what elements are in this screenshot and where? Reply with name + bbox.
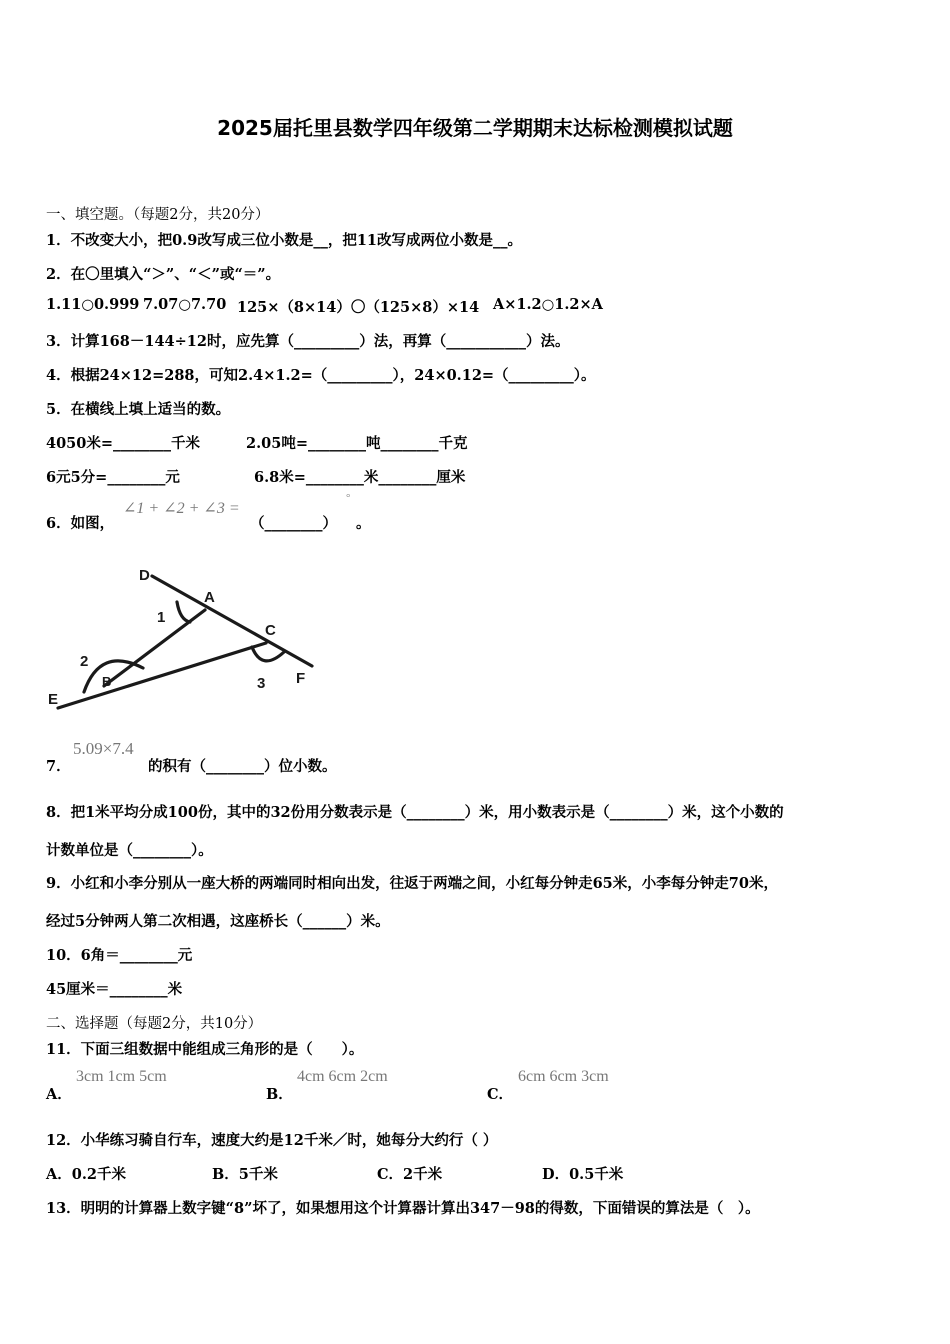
question-9-line-2: 经过5分钟两人第二次相遇，这座桥长（______）米。 [46,913,390,930]
q6-end: 。 [356,515,371,532]
question-9-line-1: 9．小红和小李分别从一座大桥的两端同时相向出发，往返于两端之间，小红每分钟走65米，小李每分钟走70米， [46,875,778,892]
label-D: D [139,567,150,584]
q7-formula: 5.09×7.4 [73,739,134,758]
line-EC [58,643,266,708]
q2-item-1: 1.11○0.999 [46,296,140,313]
question-8-line-1: 8．把1米平均分成100份，其中的32份用分数表示是（________）米，用小数表示是（________）米，这个小数的 [46,804,784,821]
q11-option-c-label: C． [487,1086,514,1103]
q11-option-a-label: A． [46,1086,72,1103]
label-E: E [48,691,59,708]
q5-item-2: 2.05吨=________吨________千克 [246,435,468,452]
q5-item-4: 6.8米=________米________厘米 [254,469,466,486]
q11-option-a-value: 3cm 1cm 5cm [76,1068,167,1085]
angle-figure [40,560,330,720]
question-13: 13．明明的计算器上数字键“8”坏了，如果想用这个计算器计算出347－98的得数，下面错误的算法是（ ）。 [46,1200,760,1217]
question-10-line-1: 10．6角＝________元 [46,947,193,964]
q2-item-2: 7.07○7.70 [143,296,227,313]
question-2: 2．在〇里填入“＞”、“＜”或“＝”。 [46,266,281,283]
label-angle-2: 2 [80,653,89,670]
q5-item-1: 4050米=________千米 [46,435,201,452]
q11-option-c-value: 6cm 6cm 3cm [518,1068,609,1085]
question-1: 1．不改变大小，把0.9改写成三位小数是__，把11改写成两位小数是__。 [46,232,522,249]
question-5: 5．在横线上填上适当的数。 [46,401,231,418]
question-7-number: 7． [46,758,71,775]
section-2-heading: 二、选择题（每题2分，共10分） [46,1016,263,1032]
q12-option-b: B．5千米 [212,1166,278,1183]
q5-item-3: 6元5分=________元 [46,469,180,486]
q6-degree-symbol: ° [346,492,351,504]
angle-1-arc [177,602,190,622]
section-1-heading: 一、填空题。（每题2分，共20分） [46,207,270,223]
q11-option-b-value: 4cm 6cm 2cm [297,1068,388,1085]
label-B: B [102,674,112,689]
angle-2-arc [84,661,143,692]
q2-item-4: A×1.2○1.2×A [493,296,603,313]
label-angle-1: 1 [157,609,166,626]
question-12: 12．小华练习骑自行车，速度大约是12千米／时，她每分大约行（ ） [46,1132,498,1149]
question-10-line-2: 45厘米＝________米 [46,981,183,998]
label-angle-3: 3 [257,675,266,692]
question-7-text: 的积有（________）位小数。 [148,758,337,775]
label-C: C [265,622,276,639]
q11-option-b-label: B． [266,1086,293,1103]
q6-angle-formula: ∠1 + ∠2 + ∠3 = [123,500,240,517]
label-F: F [296,670,306,687]
question-6-prefix: 6．如图， [46,515,115,532]
q12-option-c: C．2千米 [377,1166,443,1183]
q12-option-d: D．0.5千米 [542,1166,624,1183]
question-4: 4．根据24×12=288，可知2.4×1.2=（_________），24×0.12=（_________）。 [46,367,596,384]
q12-option-a: A．0.2千米 [46,1166,126,1183]
question-8-line-2: 计数单位是（________）。 [46,842,213,859]
q6-answer-blank: （________） [250,515,337,532]
q2-item-3: 125×（8×14）〇（125×8）×14 [237,299,480,316]
question-11: 11．下面三组数据中能组成三角形的是（ ）。 [46,1041,364,1058]
label-A: A [204,589,215,606]
question-3: 3．计算168－144÷12时，应先算（_________）法，再算（___________）法。 [46,333,570,350]
page-title: 2025届托里县数学四年级第二学期期末达标检测模拟试题 [217,116,733,140]
